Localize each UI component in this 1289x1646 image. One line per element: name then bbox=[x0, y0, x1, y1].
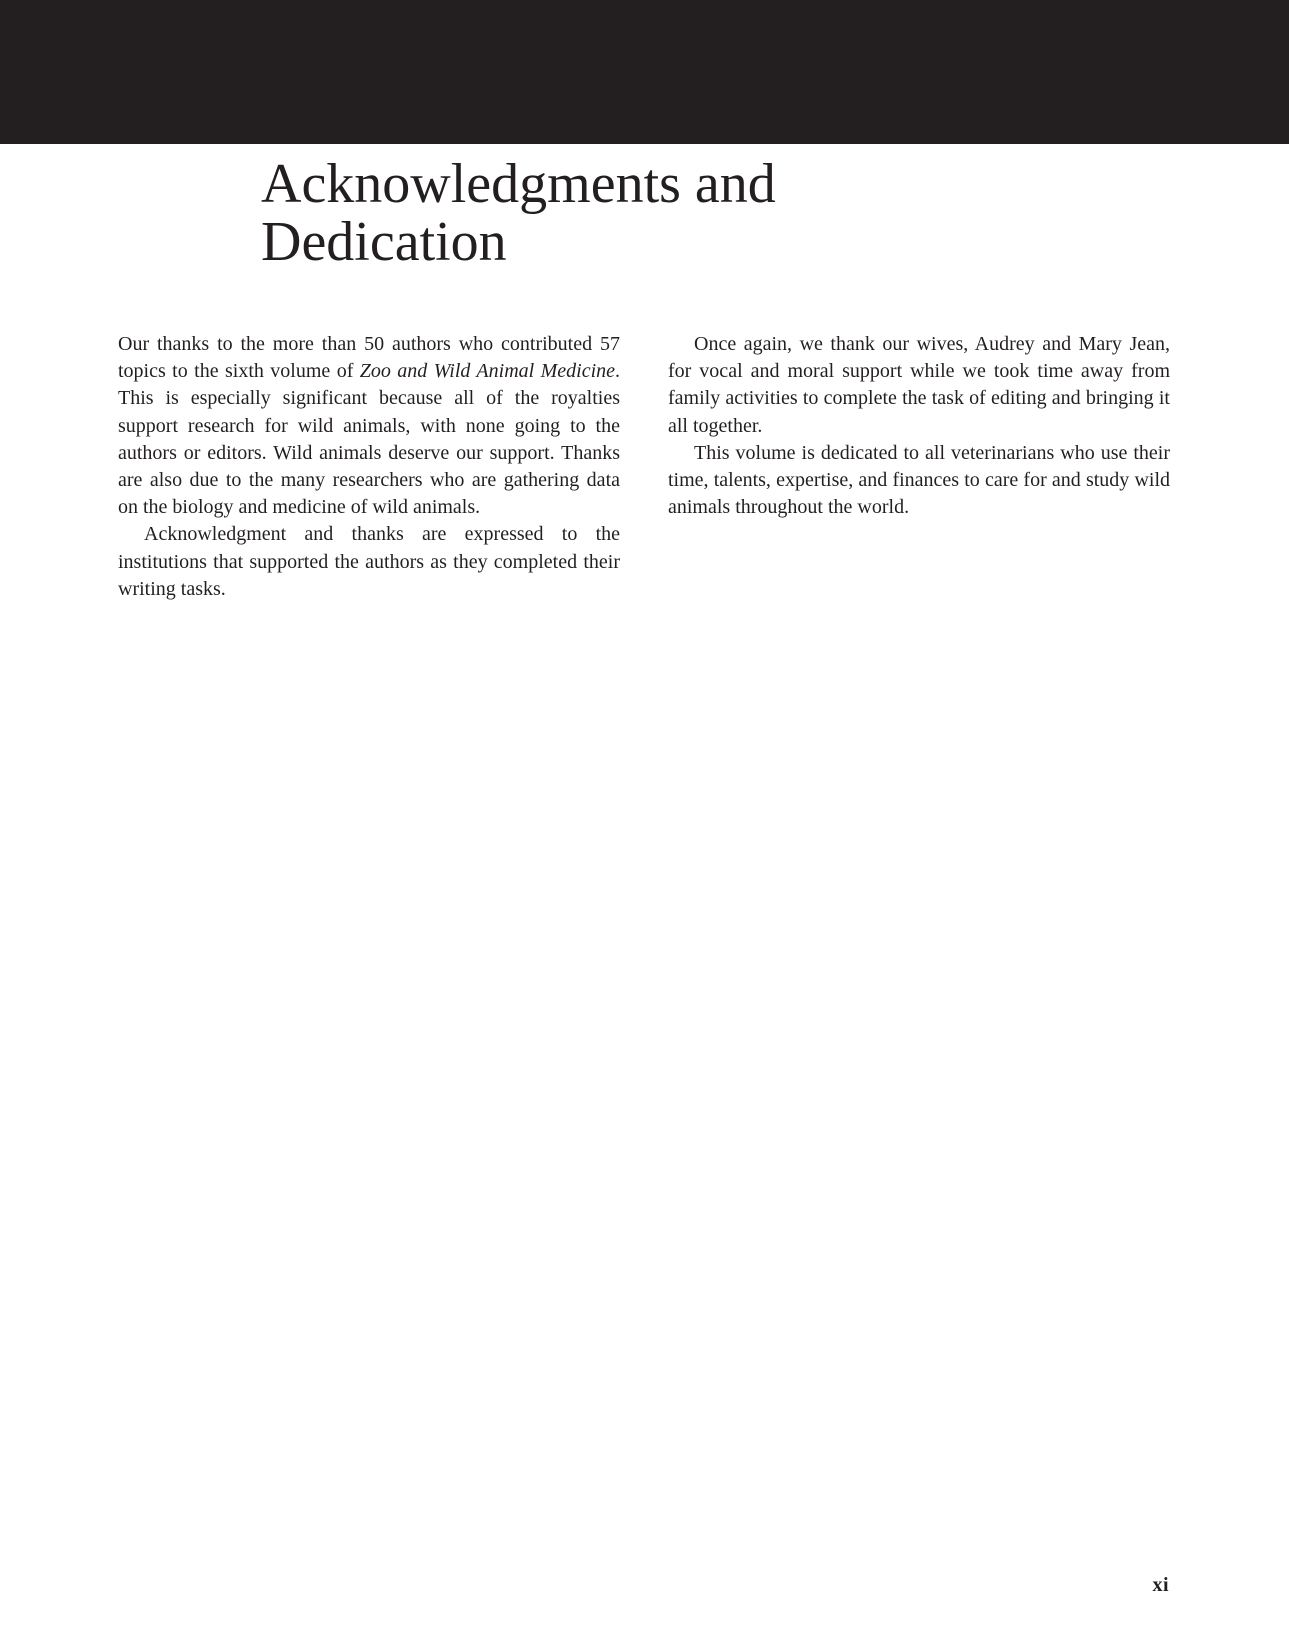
paragraph-thanks-authors bbox=[118, 331, 620, 521]
page-title bbox=[261, 155, 1061, 271]
paragraph-thanks-wives: Once again, we thank our wives, Audrey and Mary Jean, for vocal and moral support while we took time away from family activities to complete the task of editing and bringing it all together. bbox=[668, 333, 1170, 437]
book-title: Zoo and Wild Animal Medicine bbox=[359, 360, 616, 383]
paragraph-dedication: This volume is dedicated to all veterinarians who use their time, talents, expertise, and finances to care for and study wild animals throughout the world. bbox=[668, 441, 1170, 519]
paragraph-text: Our thanks to the more than 50 authors who contributed 57 topics to the sixth volume of bbox=[118, 333, 620, 383]
title-line-1: Acknowledgments and bbox=[261, 153, 776, 215]
right-column bbox=[668, 331, 1170, 521]
page-number: xi bbox=[1152, 1574, 1169, 1596]
paragraph-thanks-institutions: Acknowledgment and thanks are expressed to the institutions that supported the authors as they completed their writing tasks. bbox=[118, 523, 620, 600]
title-line-2: Dedication bbox=[261, 211, 507, 273]
header-band bbox=[0, 0, 1289, 144]
left-column bbox=[118, 331, 620, 603]
paragraph-text: . This is especially significant because all of the royalties support research for wild animals, with none going to the authors or editors. Wild animals deserve our support. Thanks are also due to the many researchers who are gathering data on the biology and medicine of wild animals. bbox=[118, 360, 621, 519]
